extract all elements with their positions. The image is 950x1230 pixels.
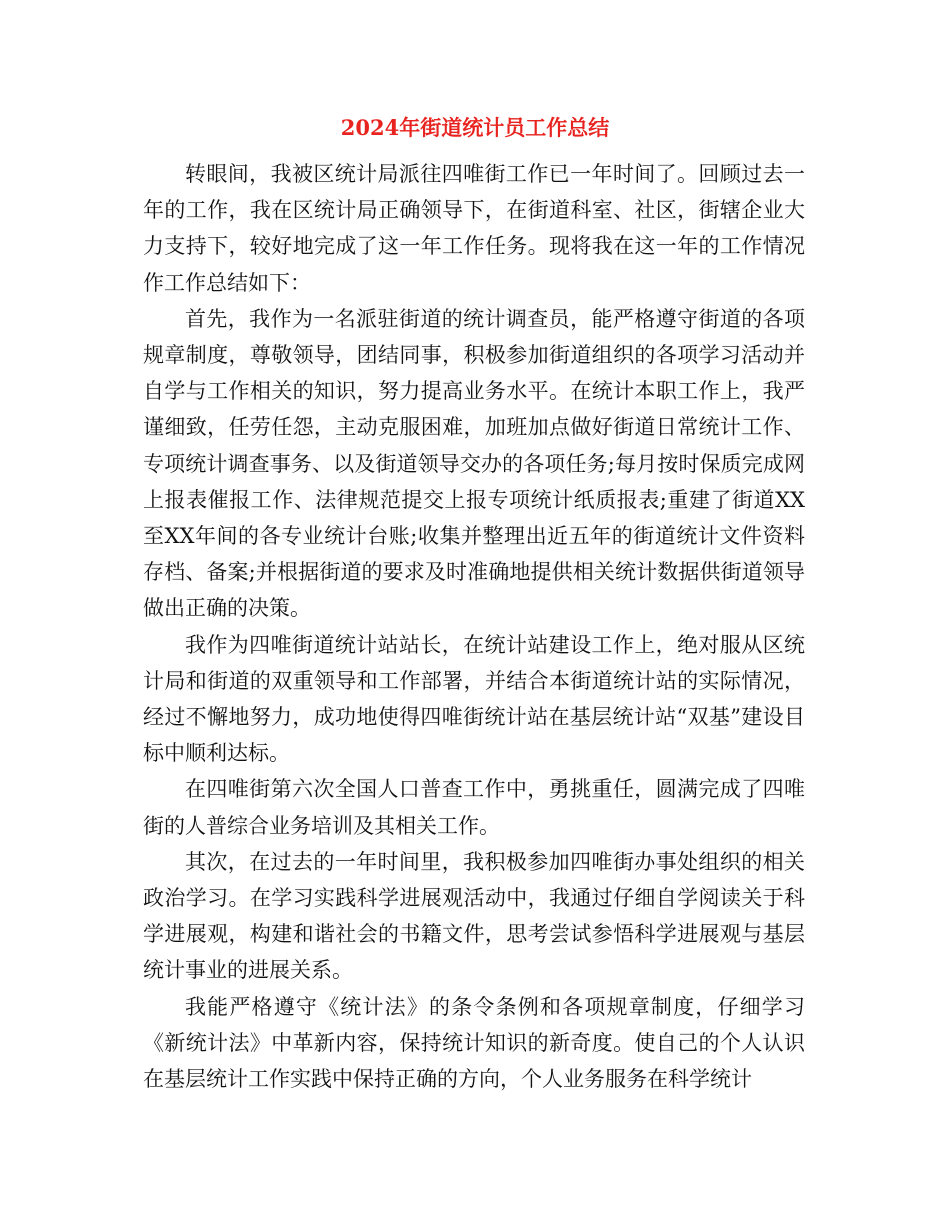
paragraph-intro: 转眼间，我被区统计局派往四唯街工作已一年时间了。回顾过去一年的工作，我在区统计局正确领导下，在街道科室、社区，街辖企业大力支持下，较好地完成了这一年工作任务。现将我在这一年的工作情况作工作总结如下： bbox=[143, 162, 805, 295]
document-title: 2024年街道统计员工作总结 bbox=[340, 115, 610, 140]
paragraph-statistics-law: 我能严格遵守《统计法》的条令条例和各项规章制度，仔细学习《新统计法》中革新内容，保持统计知识的新奇度。使自己的个人认识在基层统计工作实践中保持正确的方向，个人业务服务在科学统计 bbox=[143, 994, 805, 1092]
paragraph-first-duties: 首先，我作为一名派驻街道的统计调查员，能严格遵守街道的各项规章制度，尊敬领导，团结同事，积极参加街道组织的各项学习活动并自学与工作相关的知识，努力提高业务水平。在统计本职工作上，我严谨细致，任劳任怨，主动克服困难，加班加点做好街道日常统计工作、专项统计调查事务、以及街道领导交办的各项任务;每月按时保质完成网上报表催报工作、法律规范提交上报专项统计纸质报表;重建了街道XX至XX年间的各专业统计台账;收集并整理出近五年的街道统计文件资料存档、备案;并根据街道的要求及时准确地提供相关统计数据供街道领导做出正确的决策。 bbox=[143, 306, 805, 621]
paragraph-political-study: 其次，在过去的一年时间里，我积极参加四唯街办事处组织的相关政治学习。在学习实践科学进展观活动中，我通过仔细自学阅读关于科学进展观，构建和谐社会的书籍文件，思考尝试参悟科学进展观与基层统计事业的进展关系。 bbox=[143, 849, 805, 983]
paragraph-census: 在四唯街第六次全国人口普查工作中，勇挑重任，圆满完成了四唯街的人普综合业务培训及其相关工作。 bbox=[143, 777, 805, 838]
paragraph-station-chief: 我作为四唯街道统计站站长，在统计站建设工作上，绝对服从区统计局和街道的双重领导和工作部署，并结合本街道统计站的实际情况，经过不懈地努力，成功地使得四唯街统计站在基层统计站“双基”建设目标中顺利达标。 bbox=[143, 632, 805, 766]
document-body bbox=[143, 156, 805, 1097]
